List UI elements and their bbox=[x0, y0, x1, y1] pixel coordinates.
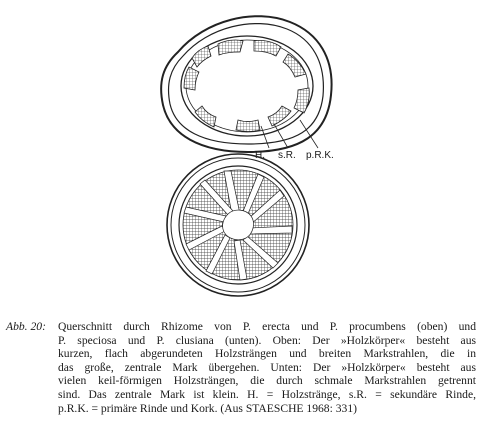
caption-line: p.R.K. = primäre Rinde und Kork. (Aus STAESCHE 1968: 331) bbox=[58, 401, 357, 415]
label-sr: s.R. bbox=[278, 150, 296, 161]
lower-cross-section bbox=[167, 154, 309, 296]
label-prk: p.R.K. bbox=[306, 150, 334, 161]
upper-cross-section bbox=[161, 16, 334, 161]
leader-line-prk bbox=[300, 120, 318, 148]
caption-line: das große, zentrale Mark übergehen. Unten: Der »Holzkörper« besteht aus bbox=[58, 360, 476, 374]
label-h: H. bbox=[255, 150, 265, 161]
caption-line: Querschnitt durch Rhizome von P. erecta und P. procumbens (oben) und bbox=[58, 320, 476, 333]
caption-line: vielen keil-förmigen Holzsträngen, die durch schmale Markstrahlen getrennt bbox=[58, 374, 476, 388]
leader-line-sr bbox=[274, 124, 288, 148]
caption-line: sind. Das zentrale Mark ist klein. H. = Holzstränge, s.R. = sekundäre Rinde, bbox=[58, 387, 476, 401]
caption-line: kurzen, flach abgerundeten Holzsträngen und breiten Markstrahlen, die in bbox=[58, 347, 476, 361]
lower-central-pith bbox=[223, 210, 254, 240]
caption-number: Abb. 20: bbox=[6, 320, 46, 333]
caption-body bbox=[58, 320, 476, 415]
figure-caption bbox=[6, 320, 476, 415]
caption-line: P. speciosa und P. clusiana (unten). Oben: Der »Holzkörper« besteht aus bbox=[58, 333, 476, 347]
